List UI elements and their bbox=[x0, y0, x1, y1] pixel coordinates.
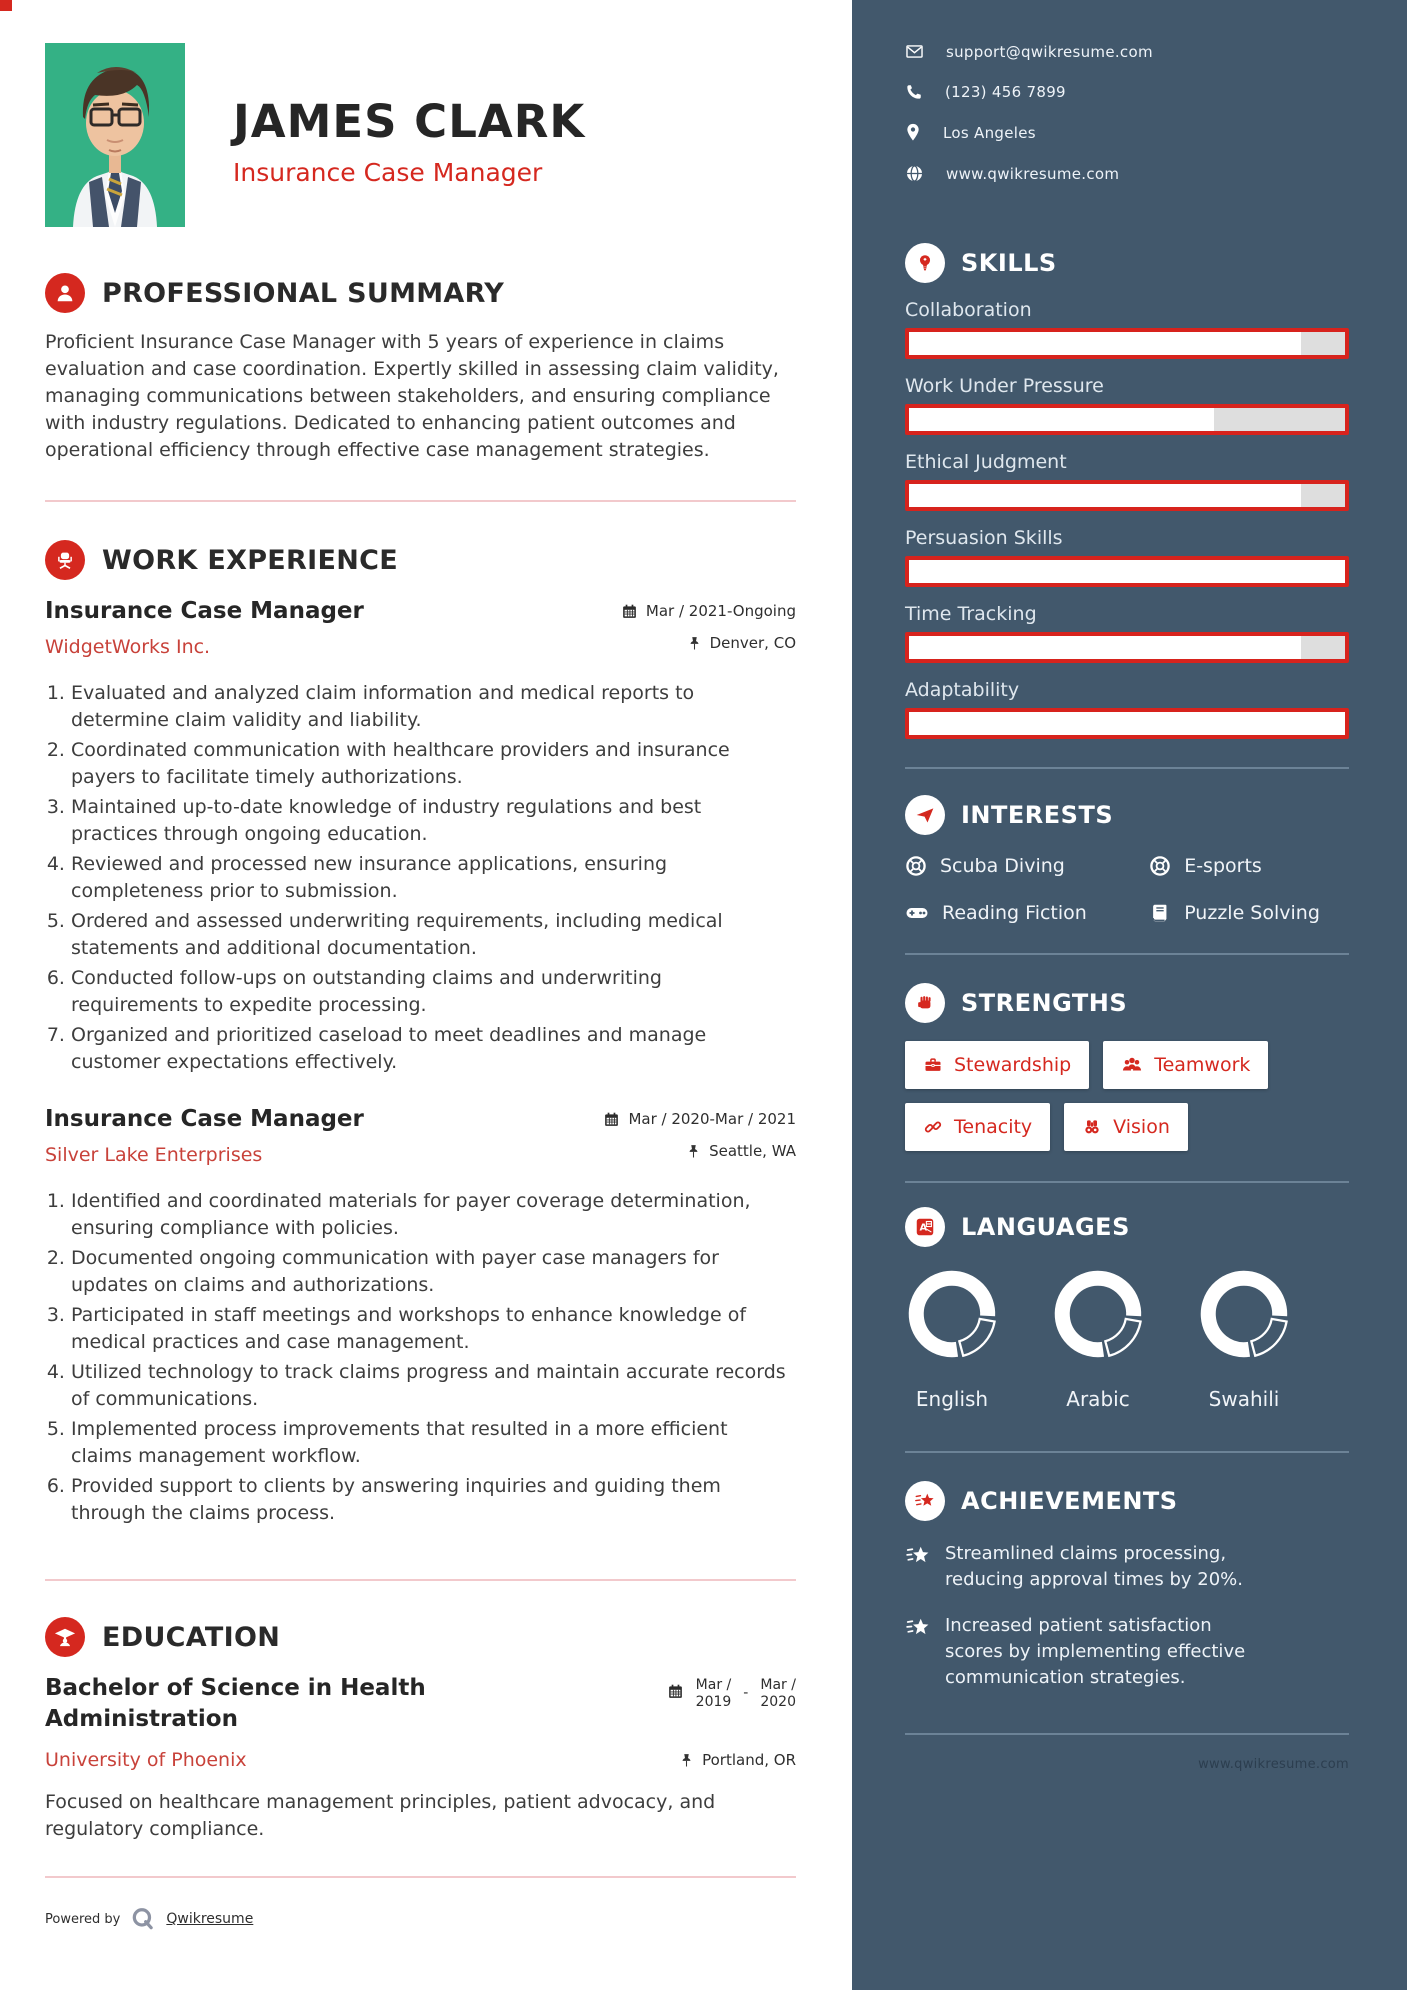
interest-item bbox=[1149, 855, 1349, 877]
education-degree-row bbox=[45, 1673, 796, 1735]
work-heading: WORK EXPERIENCE bbox=[102, 544, 398, 576]
paper-plane-icon bbox=[905, 795, 945, 835]
calendar-icon bbox=[667, 1683, 684, 1700]
strength-label: Stewardship bbox=[954, 1054, 1072, 1076]
skill-bar bbox=[905, 556, 1349, 587]
job-header bbox=[45, 598, 796, 658]
skill-item bbox=[905, 527, 1349, 587]
divider bbox=[905, 1451, 1349, 1453]
contact-phone-row bbox=[905, 83, 1349, 101]
job-title-company bbox=[45, 1106, 364, 1166]
interest-label: Puzzle Solving bbox=[1184, 902, 1320, 924]
work-section-header bbox=[45, 540, 796, 580]
education-section-header bbox=[45, 1617, 796, 1657]
job-bullet: 5. Implemented process improvements that resulted in a more efficient claims management workflow. bbox=[71, 1416, 793, 1470]
skills-heading: SKILLS bbox=[961, 249, 1057, 277]
languages-heading: LANGUAGES bbox=[961, 1213, 1130, 1241]
skill-label: Ethical Judgment bbox=[905, 451, 1067, 473]
education-heading: EDUCATION bbox=[102, 1621, 281, 1653]
section-languages bbox=[905, 1207, 1349, 1411]
person-name: JAMES CLARK bbox=[233, 95, 586, 148]
divider bbox=[905, 1181, 1349, 1183]
sidebar bbox=[852, 0, 1407, 1990]
profile-photo-illustration bbox=[45, 43, 185, 227]
section-professional-summary bbox=[45, 273, 796, 464]
language-item bbox=[1051, 1267, 1145, 1411]
phone-icon bbox=[905, 83, 923, 101]
date-dash: - bbox=[743, 1685, 749, 1701]
job-dates-row bbox=[603, 1110, 796, 1128]
name-block bbox=[233, 43, 585, 187]
divider bbox=[905, 953, 1349, 955]
divider bbox=[905, 767, 1349, 769]
interest-label: Reading Fiction bbox=[942, 902, 1087, 924]
section-achievements bbox=[905, 1481, 1349, 1691]
job-dates-row bbox=[621, 602, 796, 620]
job-location: Seattle, WA bbox=[709, 1142, 796, 1160]
gamepad-icon bbox=[905, 901, 929, 925]
job-dates: Mar / 2021-Ongoing bbox=[645, 602, 796, 620]
contact-website[interactable]: www.qwikresume.com bbox=[946, 164, 1120, 183]
briefcase-icon bbox=[923, 1055, 943, 1075]
skill-item bbox=[905, 603, 1349, 663]
strength-chip bbox=[905, 1041, 1089, 1089]
strength-chip bbox=[1064, 1103, 1188, 1151]
language-donut-chart bbox=[1051, 1267, 1145, 1361]
skill-label: Time Tracking bbox=[905, 603, 1037, 625]
strengths-section-header bbox=[905, 983, 1349, 1023]
job-company: Silver Lake Enterprises bbox=[45, 1144, 263, 1166]
contact-location: Los Angeles bbox=[943, 123, 1036, 142]
skill-bar bbox=[905, 632, 1349, 663]
job-bullet: 6. Provided support to clients by answering inquiries and guiding them through the claims process. bbox=[71, 1473, 793, 1527]
skill-item bbox=[905, 679, 1349, 739]
job-bullet: 3. Participated in staff meetings and workshops to enhance knowledge of medical practices and case management. bbox=[71, 1302, 793, 1356]
team-icon bbox=[1121, 1055, 1143, 1075]
skill-bar-fill bbox=[909, 484, 1301, 507]
strength-label: Vision bbox=[1113, 1116, 1170, 1138]
contact-phone[interactable]: (123) 456 7899 bbox=[945, 83, 1066, 101]
sidebar-website-link[interactable]: www.qwikresume.com bbox=[1198, 1757, 1349, 1772]
skill-bar-fill bbox=[909, 636, 1301, 659]
lightbulb-icon bbox=[905, 243, 945, 283]
job-bullet: 3. Maintained up-to-date knowledge of industry regulations and best practices through ongoing education. bbox=[71, 794, 793, 848]
office-chair-icon bbox=[45, 540, 85, 580]
interest-item bbox=[905, 855, 1149, 877]
graduate-icon bbox=[45, 1617, 85, 1657]
job-bullet: 2. Coordinated communication with healthcare providers and insurance payers to facilitate timely authorizations. bbox=[71, 737, 793, 791]
job-location-row bbox=[621, 634, 796, 652]
interests-section-header bbox=[905, 795, 1349, 835]
skill-bar-fill bbox=[909, 408, 1214, 431]
calendar-icon bbox=[603, 1111, 620, 1128]
skill-item bbox=[905, 451, 1349, 511]
job-title-company bbox=[45, 598, 364, 658]
education-dates bbox=[667, 1673, 796, 1711]
binoculars-icon bbox=[1082, 1117, 1102, 1137]
section-interests bbox=[905, 795, 1349, 925]
star-icon bbox=[905, 1543, 931, 1569]
language-donut-chart bbox=[905, 1267, 999, 1361]
language-label: Arabic bbox=[1066, 1387, 1130, 1411]
job-bullet: 5. Ordered and assessed underwriting requirements, including medical statements and additional documentation. bbox=[71, 908, 793, 962]
job-dates: Mar / 2020-Mar / 2021 bbox=[628, 1110, 796, 1128]
divider bbox=[905, 1733, 1349, 1735]
page-footer bbox=[45, 1876, 796, 1932]
job-location: Denver, CO bbox=[709, 634, 796, 652]
calendar-icon bbox=[621, 603, 638, 620]
interest-item bbox=[905, 901, 1149, 925]
star-icon bbox=[905, 1615, 931, 1641]
contact-block bbox=[905, 42, 1349, 183]
education-description: Focused on healthcare management principles, patient advocacy, and regulatory compliance. bbox=[45, 1791, 716, 1840]
divider bbox=[45, 1876, 796, 1878]
languages-section-header bbox=[905, 1207, 1349, 1247]
section-skills bbox=[905, 243, 1349, 739]
job-bullet: 1. Identified and coordinated materials for payer coverage determination, ensuring compliance with policies. bbox=[71, 1188, 793, 1242]
achievement-item bbox=[905, 1613, 1265, 1691]
skill-bar bbox=[905, 708, 1349, 739]
summary-section-header bbox=[45, 273, 796, 313]
skill-bar bbox=[905, 404, 1349, 435]
language-item bbox=[1197, 1267, 1291, 1411]
languages-row bbox=[905, 1267, 1349, 1411]
education-location-row bbox=[679, 1751, 796, 1769]
summary-text: Proficient Insurance Case Manager with 5 years of experience in claims evaluation and case coordination. Expertly skilled in assessing claim validity, managing communications between stakeholders, and ensuring compliance with industry regulations. Dedicated to enhancing patient outcomes and operational efficiency through effective case management strategies. bbox=[45, 331, 779, 461]
contact-email-row bbox=[905, 42, 1349, 61]
job-bullet: 7. Organized and prioritized caseload to meet deadlines and manage customer expectations effectively. bbox=[71, 1022, 793, 1076]
strength-label: Tenacity bbox=[954, 1116, 1033, 1138]
strength-chip bbox=[905, 1103, 1050, 1151]
identity-header bbox=[45, 43, 796, 227]
contact-email[interactable]: support@qwikresume.com bbox=[946, 42, 1153, 61]
powered-by-label: Powered by bbox=[45, 1911, 121, 1927]
achievement-text: Streamlined claims processing, reducing approval times by 20%. bbox=[945, 1543, 1243, 1590]
lifebuoy-icon bbox=[905, 855, 927, 877]
language-label: Swahili bbox=[1208, 1387, 1280, 1411]
qwikresume-brand-link[interactable]: Qwikresume bbox=[166, 1911, 254, 1927]
translate-icon bbox=[905, 1207, 945, 1247]
job-location-row bbox=[603, 1142, 796, 1160]
skill-item bbox=[905, 375, 1349, 435]
skill-bar-fill bbox=[909, 560, 1345, 583]
user-icon bbox=[45, 273, 85, 313]
lifebuoy-icon bbox=[1149, 855, 1171, 877]
education-start-date: Mar / 2019 bbox=[695, 1677, 732, 1710]
contact-location-row bbox=[905, 123, 1349, 142]
job-bullet: 1. Evaluated and analyzed claim information and medical reports to determine claim validity and liability. bbox=[71, 680, 793, 734]
job-bullet: 4. Utilized technology to track claims progress and maintain accurate records of communications. bbox=[71, 1359, 793, 1413]
degree-title: Bachelor of Science in Health Administration bbox=[45, 1675, 426, 1732]
achievements-heading: ACHIEVEMENTS bbox=[961, 1487, 1178, 1515]
language-label: English bbox=[915, 1387, 989, 1411]
pushpin-icon bbox=[687, 636, 702, 651]
interests-grid bbox=[905, 855, 1349, 925]
job-bullet-list bbox=[45, 680, 793, 1076]
job-entry bbox=[45, 598, 796, 1076]
job-header bbox=[45, 1106, 796, 1166]
map-pin-icon bbox=[905, 123, 921, 142]
skill-item bbox=[905, 299, 1349, 359]
skill-label: Persuasion Skills bbox=[905, 527, 1063, 549]
shooting-star-icon bbox=[905, 1481, 945, 1521]
job-bullet-list bbox=[45, 1188, 793, 1527]
achievement-text: Increased patient satisfaction scores by implementing effective communication strategies. bbox=[945, 1615, 1246, 1688]
education-location: Portland, OR bbox=[702, 1751, 796, 1769]
strength-label: Teamwork bbox=[1154, 1054, 1251, 1076]
school-name: University of Phoenix bbox=[45, 1749, 247, 1771]
skill-bar bbox=[905, 480, 1349, 511]
strength-chips bbox=[905, 1041, 1349, 1165]
contact-website-row bbox=[905, 164, 1349, 183]
achievements-section-header bbox=[905, 1481, 1349, 1521]
summary-heading: PROFESSIONAL SUMMARY bbox=[102, 277, 505, 309]
job-title: Insurance Case Manager bbox=[45, 598, 364, 624]
job-entry bbox=[45, 1106, 796, 1527]
job-meta bbox=[603, 1106, 796, 1160]
skill-bar-fill bbox=[909, 332, 1301, 355]
job-bullet: 2. Documented ongoing communication with payer case managers for updates on claims and authorizations. bbox=[71, 1245, 793, 1299]
skill-label: Adaptability bbox=[905, 679, 1020, 701]
globe-icon bbox=[905, 164, 924, 183]
section-education bbox=[45, 1617, 796, 1843]
section-strengths bbox=[905, 983, 1349, 1165]
skill-bar bbox=[905, 328, 1349, 359]
profile-photo bbox=[45, 43, 185, 227]
skill-bar-fill bbox=[909, 712, 1345, 735]
svg-text:A: A bbox=[919, 1222, 928, 1234]
job-meta bbox=[621, 598, 796, 652]
strength-chip bbox=[1103, 1041, 1268, 1089]
job-bullet: 6. Conducted follow-ups on outstanding claims and underwriting requirements to expedite processing. bbox=[71, 965, 793, 1019]
fist-icon bbox=[905, 983, 945, 1023]
strengths-heading: STRENGTHS bbox=[961, 989, 1128, 1017]
interests-heading: INTERESTS bbox=[961, 801, 1114, 829]
book-icon bbox=[1149, 902, 1171, 924]
divider bbox=[45, 500, 796, 502]
language-donut-chart bbox=[1197, 1267, 1291, 1361]
job-bullet: 4. Reviewed and processed new insurance applications, ensuring completeness prior to submission. bbox=[71, 851, 793, 905]
powered-by-row bbox=[45, 1906, 796, 1932]
job-title: Insurance Case Manager bbox=[45, 1106, 364, 1132]
person-job-title: Insurance Case Manager bbox=[233, 158, 543, 187]
achievement-item bbox=[905, 1541, 1265, 1593]
skills-section-header bbox=[905, 243, 1349, 283]
skill-label: Collaboration bbox=[905, 299, 1032, 321]
education-end-date: Mar / 2020 bbox=[760, 1677, 796, 1710]
chain-icon bbox=[923, 1117, 943, 1137]
section-work-experience bbox=[45, 540, 796, 1527]
interest-label: E-sports bbox=[1184, 855, 1262, 877]
divider bbox=[45, 1579, 796, 1581]
interest-item bbox=[1149, 901, 1349, 925]
education-school-row bbox=[45, 1749, 796, 1771]
envelope-icon bbox=[905, 42, 924, 61]
language-item bbox=[905, 1267, 999, 1411]
interest-label: Scuba Diving bbox=[940, 855, 1065, 877]
job-company: WidgetWorks Inc. bbox=[45, 636, 211, 658]
qwikresume-logo-icon bbox=[130, 1906, 156, 1932]
pushpin-icon bbox=[679, 1753, 694, 1768]
pushpin-icon bbox=[686, 1144, 701, 1159]
skill-label: Work Under Pressure bbox=[905, 375, 1104, 397]
